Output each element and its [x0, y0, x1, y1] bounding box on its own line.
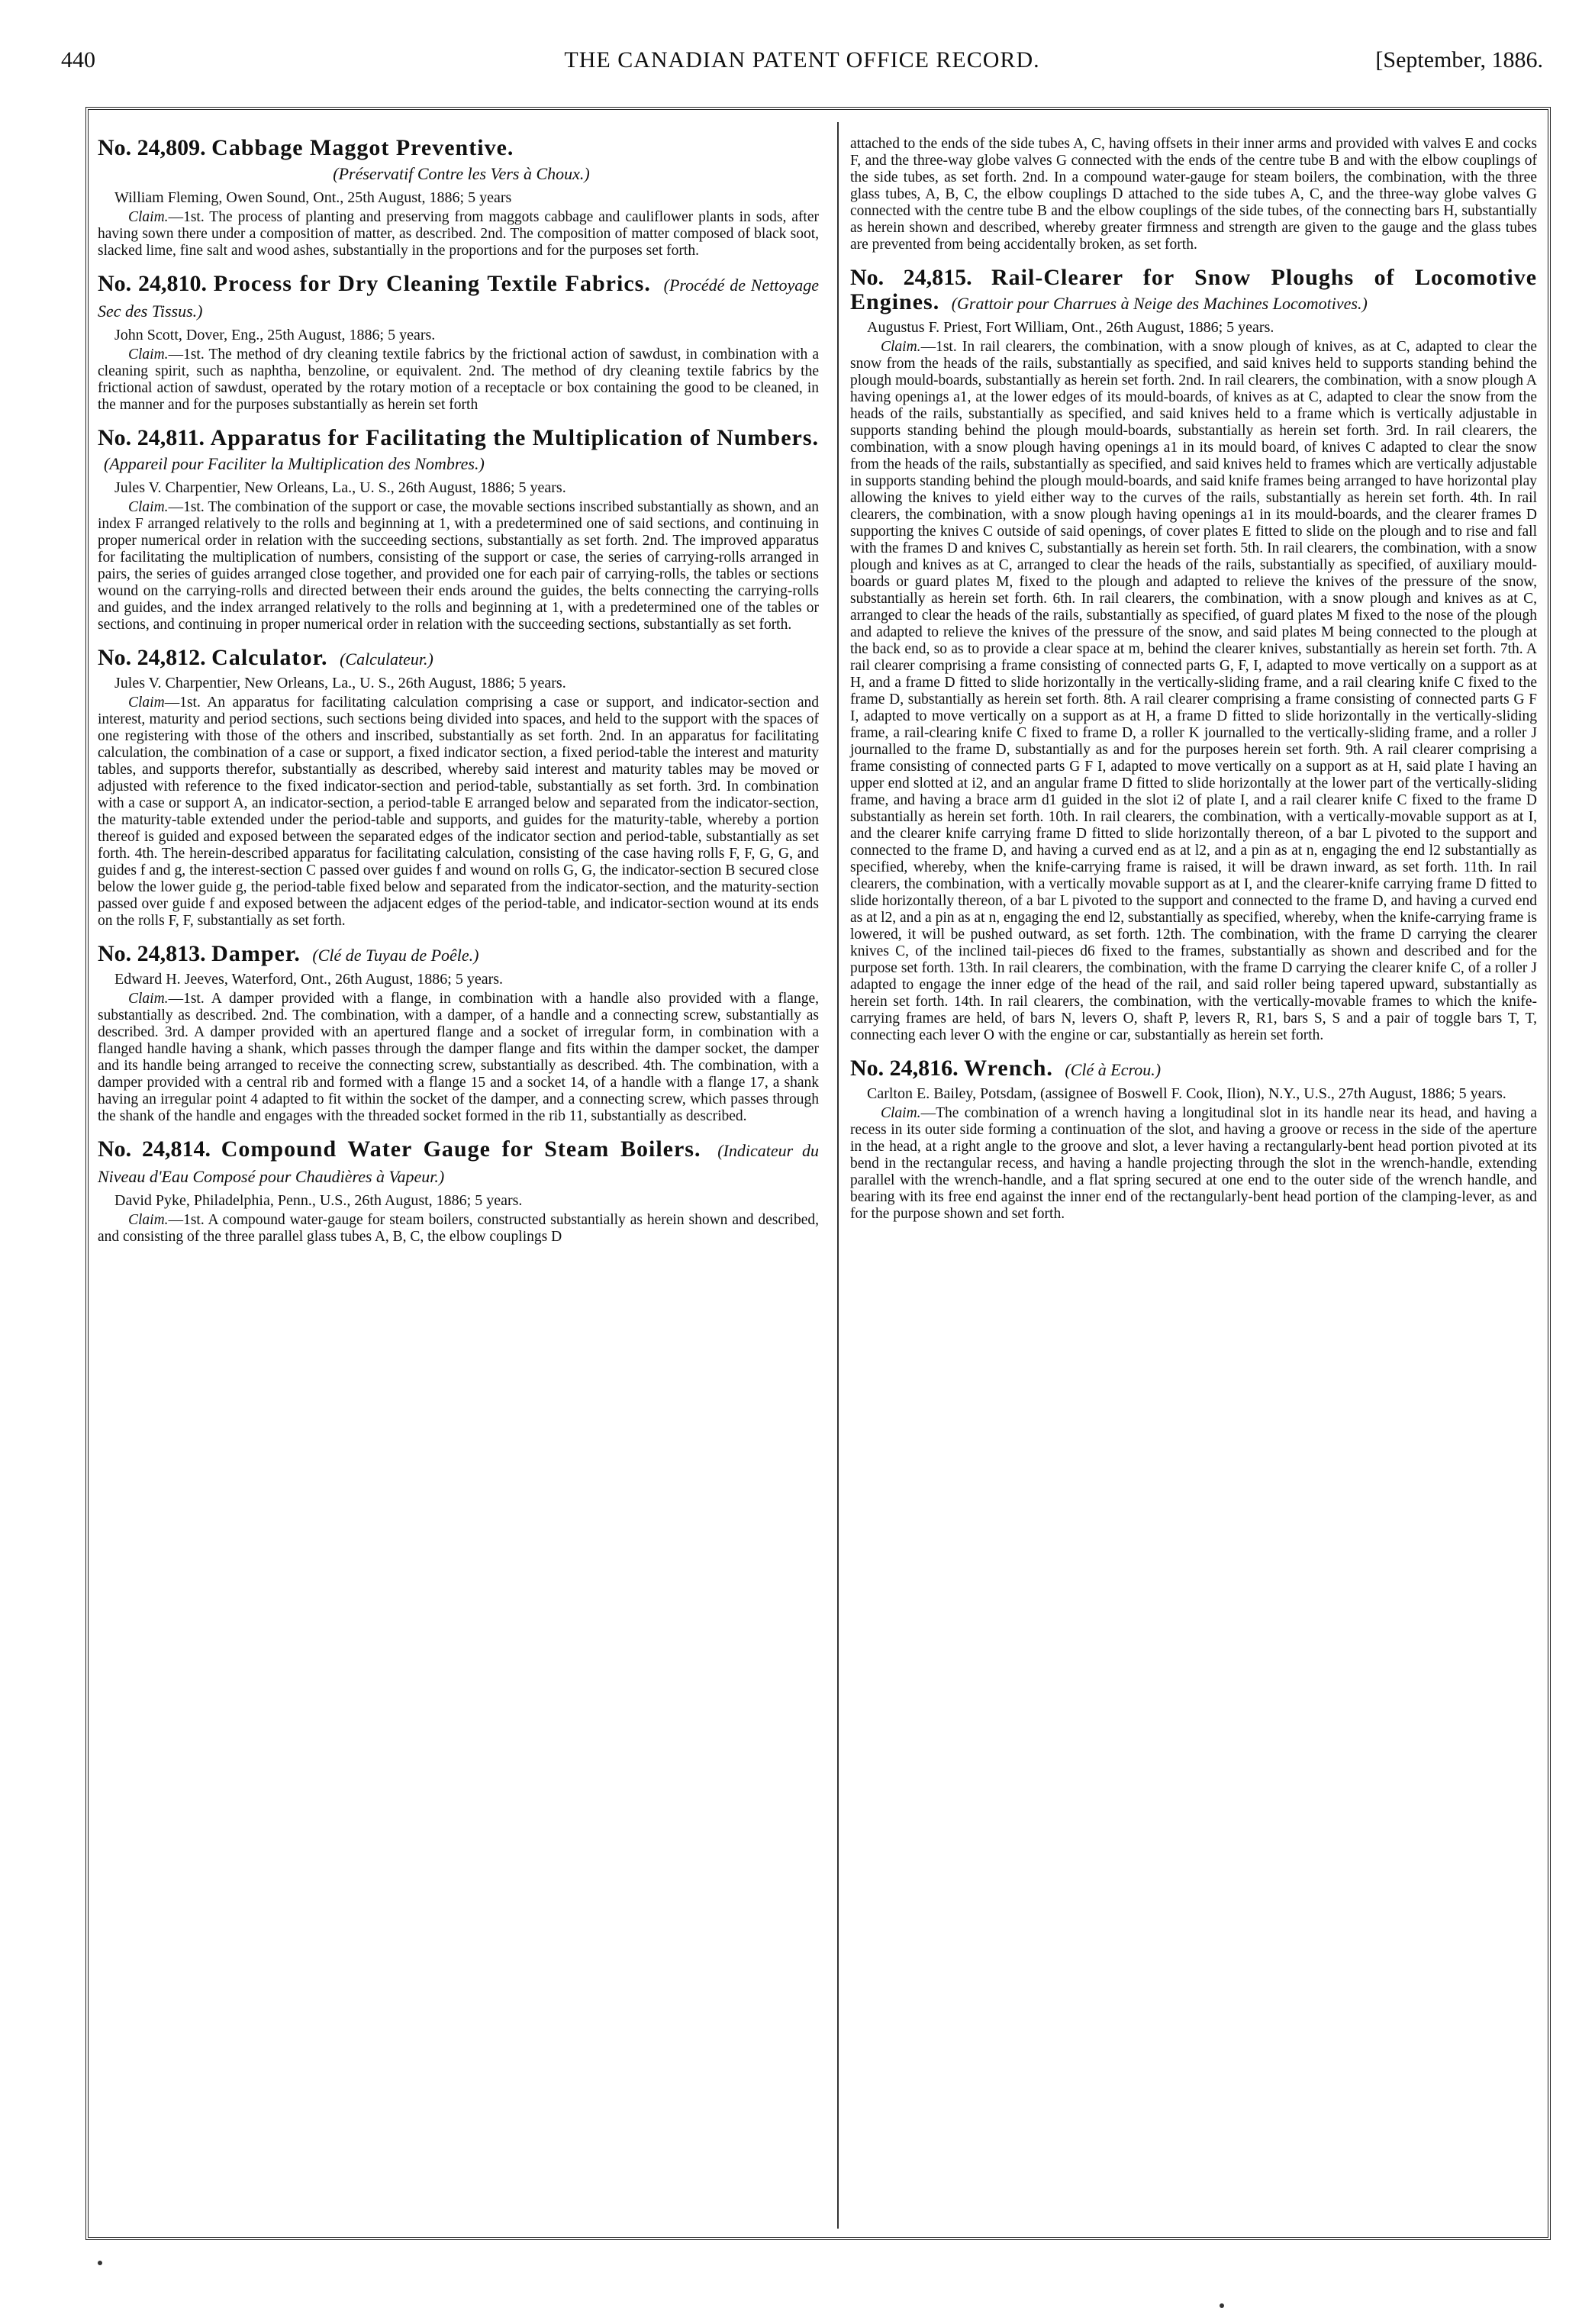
patent-title: Wrench. — [964, 1056, 1053, 1081]
french-title: (Appareil pour Faciliter la Multiplication des Nombres.) — [104, 454, 485, 473]
entry-heading — [98, 646, 819, 672]
claim-body: —1st. An apparatus for facilitating calculation comprising a case or support, and indicator-section and interest, maturity and period sections, such sections being divided into spaces, and held to the support with the spaces of one registering with those of the others and inscribed, substantially as set forth. 2nd. In an apparatus for facilitating calculation, the combination of a case or support, a fixed indicator section, a fixed period-table the interest and maturity tables, and supports therefor, substantially as described, whereby said interest and maturity tables may be moved or adjusted with reference to the fixed indicator-section and period-table, substantially as set forth. 3rd. In combination with a case or support A, an indicator-section, a period-table E arranged below and separated from the indicator-section, the maturity-table extended under the period-table and supports, and guides for the maturity-table, whereby a portion thereof is guided and exposed between the separated edges of the indicator section and period-table, substantially as set forth. 4th. The herein-described apparatus for facilitating calculation, consisting of the case having rolls F, F, G, G, and guides f and g, the interest-section C passed over guides f and wound on rolls G, G, the indicator-section B secured close below the lower guide g, the period-table fixed below and separated from the indicator-section, and the maturity-section passed over guide f and exposed between the adjacent edges of the period-table, and indicator-section wound at its ends on the rolls F, F, substantially as set forth. — [98, 695, 819, 929]
claim-label: Claim. — [128, 991, 169, 1007]
claim-continuation: attached to the ends of the side tubes A, C, having offsets in their inner arms and provided with valves E and cocks F, and the three-way globe valves G connected with the ends of the centre tube B and with the elbow couplings of the side tubes, as set forth. 2nd. In a compound water-gauge for steam boilers, the combination, with the three glass tubes, A, B, C, the elbow couplings D attached to the side tubes A, C, and the three-way globe valves G connected with the centre tube B and the elbow couplings of the side tubes, of the connecting bars H, substantially as herein shown and described, whereby greater firmness and strength are given to the gauge and the glass tubes are prevented from being accidentally broken, as set forth. — [850, 136, 1537, 253]
french-title: (Indicateur du Niveau d'Eau Composé pour Chaudières à Vapeur.) — [98, 1141, 820, 1186]
claim-label: Claim. — [128, 1212, 169, 1228]
column-divider — [837, 122, 839, 2229]
patent-entry-24809 — [98, 136, 819, 259]
inventor-line: Carlton E. Bailey, Potsdam, (assignee of Boswell F. Cook, Ilion), N.Y., U.S., 27th August, 1886; 5 years. — [867, 1085, 1506, 1102]
claim-text — [98, 347, 819, 414]
claim-text — [850, 1105, 1537, 1223]
right-column — [850, 136, 1537, 1235]
french-title: (Préservatif Contre les Vers à Choux.) — [333, 164, 590, 183]
patent-title: Calculator. — [211, 645, 328, 670]
print-speck — [1220, 2303, 1224, 2308]
claim-text — [98, 499, 819, 633]
french-title: (Procédé de Nettoyage Sec des Tissus.) — [98, 276, 820, 321]
patent-entry-24812 — [98, 646, 819, 930]
patent-entry-24814 — [98, 1137, 819, 1246]
claim-body: —1st. A damper provided with a flange, in combination with a handle also provided with a flange, substantially as described. 2nd. The combination, with a damper, of a handle and a connecting screw, substantially as described. 3rd. A damper provided with an apertured flange and a socket of irregular form, in combination with a flanged handle having a shank, which passes through the damper flange and fits within the damper socket, the damper and its handle being arranged to receive the connecting screw, substantially as described. 4th. The combination, with a damper provided with a central rib and formed with a flange 15 and a socket 14, of a handle with a flange 17, a shank having an irregular point 4 adapted to fit within the socket of the damper, and a connecting screw, which passes through the shank of the handle and engages with the threaded socket formed in the rib 11, substantially as described. — [98, 991, 819, 1124]
claim-label: Claim. — [128, 499, 169, 515]
french-title: (Clé à Ecrou.) — [1065, 1060, 1162, 1079]
claim-text — [98, 991, 819, 1125]
claim-label: Claim. — [128, 209, 169, 225]
claim-body: —1st. The combination of the support or case, the movable sections inscribed substantially as shown, and an index F arranged relatively to the rolls and beginning at 1, with a predetermined one of said sections, and continuing in proper numerical order in relation with the succeeding sections, substantially as set forth. 2nd. The improved apparatus for facilitating the multiplication of numbers, consisting of the support or case, the series of carrying-rolls arranged in pairs, the series of guides arranged close together, and provided one for each pair of carrying-rolls, the tables or sections wound on the carrying-rolls and directed between their ends around the guides, the belts connecting the carrying-rolls and guides, and the index arranged relatively to the rolls and beginning at 1, with a predetermined one of the tables or sections, and continuing in proper numerical order in relation with the succeeding sections, substantially as set forth. — [98, 499, 819, 633]
claim-body: —1st. A compound water-gauge for steam boilers, constructed substantially as herein shown and described, and consisting of the three parallel glass tubes A, B, C, the elbow couplings D — [98, 1212, 819, 1245]
patent-title: Apparatus for Facilitating the Multiplication of Numbers. — [210, 425, 820, 450]
claim-label: Claim. — [128, 347, 169, 363]
patent-number: No. 24,813. — [98, 941, 206, 966]
french-title: (Clé de Tuyau de Poêle.) — [312, 946, 479, 965]
entry-heading — [98, 942, 819, 968]
patent-entry-24815 — [850, 266, 1537, 1044]
patent-entry-24811 — [98, 426, 819, 633]
claim-text — [98, 695, 819, 930]
page-header — [61, 47, 1543, 81]
claim-text — [98, 1212, 819, 1246]
patent-title: Damper. — [211, 941, 301, 966]
patent-number: No. 24,816. — [850, 1056, 959, 1081]
patent-number: No. 24,814. — [98, 1136, 211, 1162]
claim-body: —1st. In rail clearers, the combination, with a snow plough of knives, as at C, adapted to clear the snow from the heads of the rails, substantially as specified, and said knives held to supports standing behind the plough mould-boards, substantially as herein set forth. 2nd. In rail clearers, the combination, with a snow plough A having openings a1, at the lower edges of its mould-boards, of knives as at C, adapted to clear the snow from the heads of the rails, substantially as specified, and said knives held to a frame which is vertically adjustable in supports standing behind the plough mould-boards, substantially as herein set forth. 3rd. In rail clearers, the combination, with a snow plough having openings a1 in its mould board, of knives C adapted to clear the snow from the heads of the rails, substantially as specified, and said knives held to frames which are vertically adjustable in supports standing behind the plough mould-boards, and said knife frames being arranged to have horizontal play allowing the knives to yield either way to the curves of the rails, substantially as herein set forth. 4th. In rail clearers, the combination, with a snow plough having openings a1 in its mould-boards, and the clearer frames D supporting the knives C outside of said openings, of cover plates E fitted to slide on the plough and to rise and fall with the frames D and knives C, substantially as herein set forth. 5th. In rail clearers, the combination, with a snow plough and knives as at C, arranged to clear the heads of the rails, substantially as specified, of auxiliary mould-boards or guard plates M, fixed to the plough and adapted to relieve the knives of the pressure of the snow, substantially as herein set forth. 6th. In rail clearers, the combination, with a snow plough and knives as at C, arranged to clear the heads of the rails, substantially as specified, of guard plates M fixed to the nose of the plough and adapted to relieve the knives of the pressure of the snow, and said plates M being connected to the plough at the back end, so as to provide a clear space at m, behind the clearer knives, substantially as herein set forth. 7th. A rail clearer comprising a frame consisting of connected parts G, F, I, adapted to move vertically on a support as at H, and a frame D fitted to slide horizontally in the vertically-sliding frame, and a rail clearing knife C fixed to the frame D, substantially as herein set forth. 8th. A rail clearer comprising a frame consisting of connected parts G F I, adapted to move vertically on a support as at H, a frame D fitted to slide horizontally in the vertically-sliding frame, a rail-clearing knife C fixed to frame D, a roller K journalled to the vertically-sliding frame, and a roller J journalled to the frame D, substantially as and for the purposes herein set forth. 9th. A rail clearer comprising a frame consisting of connected parts G F I, adapted to move vertically on a support as at H, said plate I having an upper end slotted at i2, and an angular frame D fitted to slide horizontally at the lower part of the vertically-sliding frame, and having a brace arm d1 guided in the slot i2 of plate I, and a rail clearer knife C fixed to the frame D substantially as herein set forth. 10th. In rail clearers, the combination, with a vertically-movable support as at I, and the clearer knife carrying frame D fitted to slide horizontally thereon, of a bar L pivoted to the support and connected to the frame D, and having a curved end as at l2, and a pin as at n, engaging the end l2 substantially as specified, whereby, when the knife-carrying frame is raised, it will be drawn inward, as set forth. 11th. In rail clearers, the combination, with a vertically movable support as at I, and the clearer-knife carrying frame D fitted to slide horizontally thereon, of a bar L pivoted to the support and connected to the frame D, and having a curved end as at l2, and a pin as at n, engaging the end l2, substantially as specified, whereby, when the knife-carrying frame is lowered, it will be pushed outward, as set forth. 12th. The combination, with the frame D carrying the clearer knives C, of the inclined tail-pieces d6 fixed to the frames, substantially as shown and described and for the purpose set forth. 13th. In rail clearers, the combination, with the frame D carrying the clearer knife C, of a roller J adapted to engage the inner edge of the head of the rail, and said roller being tapered upward, substantially as herein set forth. 14th. In rail clearers, the combination, with the vertically-movable frames to which the knife-carrying frames are held, of bars N, levers O, shaft P, levers R, R1, bars S, S and a pair of toggle bars T, T, connecting each lever O with the engine or car, substantially as herein set forth. — [850, 339, 1537, 1043]
entry-heading — [98, 1137, 819, 1189]
entry-heading — [850, 266, 1537, 316]
left-column — [98, 136, 819, 1258]
inventor-line: Augustus F. Priest, Fort William, Ont., 26th August, 1886; 5 years. — [867, 319, 1274, 336]
patent-number: No. 24,815. — [850, 265, 972, 290]
inventor-line: David Pyke, Philadelphia, Penn., U.S., 26th August, 1886; 5 years. — [114, 1192, 523, 1209]
patent-entry-24813 — [98, 942, 819, 1125]
entry-heading — [98, 136, 819, 186]
claim-label: Claim. — [881, 339, 921, 355]
claim-label: Claim. — [881, 1105, 921, 1121]
entry-heading — [850, 1056, 1537, 1082]
patent-title: Compound Water Gauge for Steam Boilers. — [221, 1136, 701, 1162]
inventor-line: John Scott, Dover, Eng., 25th August, 1886; 5 years. — [114, 327, 436, 343]
patent-title: Process for Dry Cleaning Textile Fabrics. — [213, 271, 651, 296]
patent-number: No. 24,809. — [98, 135, 206, 160]
issue-date: [September, 1886. — [1375, 47, 1543, 73]
french-title: (Grattoir pour Charrues à Neige des Machines Locomotives.) — [951, 294, 1368, 313]
print-speck — [98, 2261, 102, 2265]
claim-body: —1st. The method of dry cleaning textile fabrics by the frictional action of sawdust, in combination with a cleaning spirit, such as naphtha, benzoline, or equivalent. 2nd. The method of dry cleaning textile fabrics by the frictional action of sawdust, operated by the rotary motion of a receptacle or box containing the good to be cleaned, in the manner and for the purposes substantially as herein set forth — [98, 347, 819, 413]
entry-heading — [98, 272, 819, 324]
french-title: (Calculateur.) — [340, 649, 433, 669]
patent-number: No. 24,811. — [98, 425, 205, 450]
patent-entry-24816 — [850, 1056, 1537, 1223]
inventor-line: Jules V. Charpentier, New Orleans, La., U. S., 26th August, 1886; 5 years. — [114, 479, 566, 496]
claim-body: —The combination of a wrench having a longitudinal slot in its handle near its head, and having a recess in its outer side forming a continuation of the slot, and having a groove or recess in the side of the aperture in the head, at a right angle to the groove and slot, a lever having a rectangularly-bent head portion pivoted at its bend in the rectangular recess, and having a handle projecting through the slot in the wrench-handle, extending parallel with the wrench-handle, and a flat spring secured at one end to the outer side of the wrench handle, and bearing with its free end against the inner end of the rectangularly-bent head portion of the clamping-lever, as and for the purpose shown and set forth. — [850, 1105, 1537, 1222]
patent-number: No. 24,812. — [98, 645, 206, 670]
claim-text — [98, 209, 819, 259]
claim-body: —1st. The process of planting and preserving from maggots cabbage and cauliflower plants in sods, after having sown there under a composition of matter, as described. 2nd. The composition of matter composed of black soot, slacked lime, fine salt and wood ashes, substantially in the proportions and for the purposes set forth. — [98, 209, 819, 259]
patent-number: No. 24,810. — [98, 271, 207, 296]
inventor-line: Jules V. Charpentier, New Orleans, La., U. S., 26th August, 1886; 5 years. — [114, 675, 566, 691]
page-number: 440 — [61, 47, 95, 73]
inventor-line: William Fleming, Owen Sound, Ont., 25th August, 1886; 5 years — [114, 189, 512, 206]
patent-title: Cabbage Maggot Preventive. — [211, 135, 514, 160]
claim-text — [850, 339, 1537, 1044]
patent-entry-24810 — [98, 272, 819, 414]
journal-title: THE CANADIAN PATENT OFFICE RECORD. — [564, 47, 1040, 73]
claim-label: Claim — [128, 695, 165, 711]
patent-title: Rail-Clearer for Snow Ploughs of Locomotive Engines. — [850, 265, 1538, 314]
inventor-line: Edward H. Jeeves, Waterford, Ont., 26th August, 1886; 5 years. — [114, 971, 504, 988]
entry-heading — [98, 426, 819, 476]
